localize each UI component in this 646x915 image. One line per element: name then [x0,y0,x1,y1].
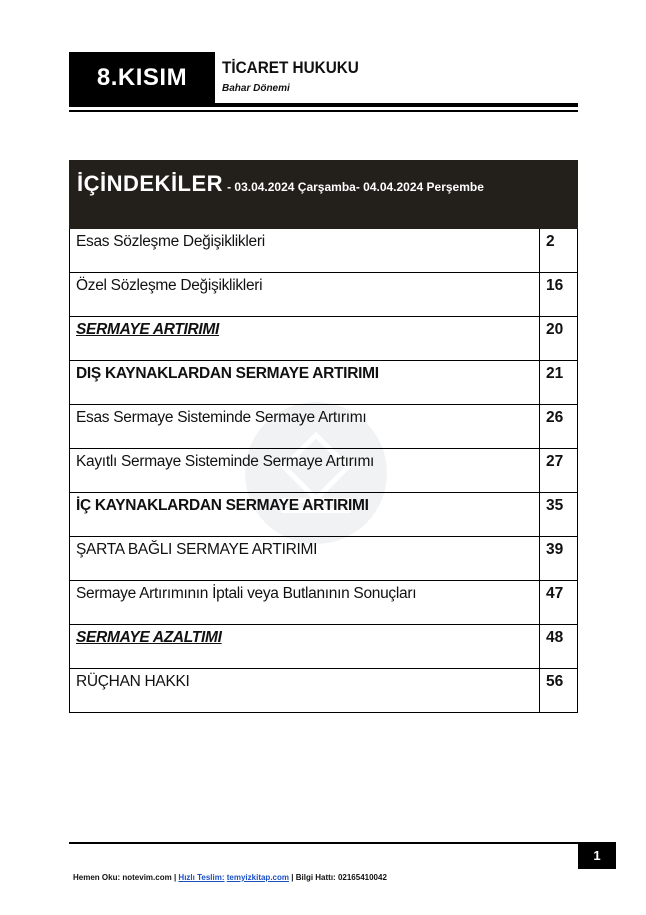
toc-entry-text[interactable]: İÇ KAYNAKLARDAN SERMAYE ARTIRIMI [76,497,369,514]
section-label: 8.KISIM [69,52,215,104]
toc-entry-page: 48 [545,629,564,646]
toc-entry-page: 56 [545,673,564,690]
toc-entry-page: 20 [545,321,564,338]
toc-entry-page: 26 [545,409,564,426]
header-rule-thin [69,110,578,112]
footer-hat-value: 02165410042 [337,873,387,882]
toc-entry-page: 35 [545,497,564,514]
toc-entry-text[interactable]: SERMAYE ARTIRIMI [76,321,220,338]
toc-row[interactable] [70,669,578,713]
toc-row[interactable] [70,537,578,581]
toc-row[interactable] [70,581,578,625]
toc-header [70,161,578,229]
semester-label: Bahar Dönemi [222,83,290,94]
footer-separator: | [173,873,177,882]
toc-entry-text[interactable]: DIŞ KAYNAKLARDAN SERMAYE ARTIRIMI [76,365,379,382]
footer-hat-label: Bilgi Hattı: [295,873,336,882]
toc-row[interactable] [70,361,578,405]
course-title: TİCARET HUKUKU [222,58,359,77]
footer-rule [69,842,578,844]
toc-row[interactable] [70,405,578,449]
toc-row[interactable] [70,625,578,669]
toc-entry-page: 16 [545,277,564,294]
toc-entry-text[interactable]: RÜÇHAN HAKKI [76,673,190,690]
toc-entry-text[interactable]: Sermaye Artırımının İptali veya Butlanının Sonuçları [76,585,417,602]
table-of-contents [69,160,578,713]
toc-entry-text[interactable]: SERMAYE AZALTIMI [76,629,222,646]
footer-info [73,873,387,882]
toc-title: İÇİNDEKİLER [77,171,224,196]
toc-entry-text[interactable]: ŞARTA BAĞLI SERMAYE ARTIRIMI [76,541,318,558]
page-number: 1 [578,842,616,869]
toc-entry-page: 27 [545,453,564,470]
toc-entry-text[interactable]: Özel Sözleşme Değişiklikleri [76,277,263,294]
toc-header-row [70,161,578,229]
toc-entry-text[interactable]: Esas Sözleşme Değişiklikleri [76,233,265,250]
footer-oku-label: Hemen Oku: [73,873,121,882]
toc-entry-page: 21 [545,365,564,382]
toc-dates: - 03.04.2024 Çarşamba- 04.04.2024 Perşembe [227,180,484,194]
toc-entry-text[interactable]: Esas Sermaye Sisteminde Sermaye Artırımı [76,409,367,426]
footer-teslim-label[interactable]: Hızlı Teslim: [178,873,225,882]
toc-row[interactable] [70,493,578,537]
toc-row[interactable] [70,273,578,317]
footer-oku-value: notevim.com [122,873,172,882]
toc-row[interactable] [70,317,578,361]
footer-separator: | [291,873,294,882]
toc-entry-page: 47 [545,585,564,602]
toc-row[interactable] [70,449,578,493]
toc-entry-text[interactable]: Kayıtlı Sermaye Sisteminde Sermaye Artırımı [76,453,375,470]
toc-entry-page: 39 [545,541,564,558]
footer-teslim-link[interactable]: temyizkitap.com [226,873,289,882]
header-rule-thick [69,103,578,107]
toc-row[interactable] [70,229,578,273]
toc-entry-page: 2 [545,233,555,250]
